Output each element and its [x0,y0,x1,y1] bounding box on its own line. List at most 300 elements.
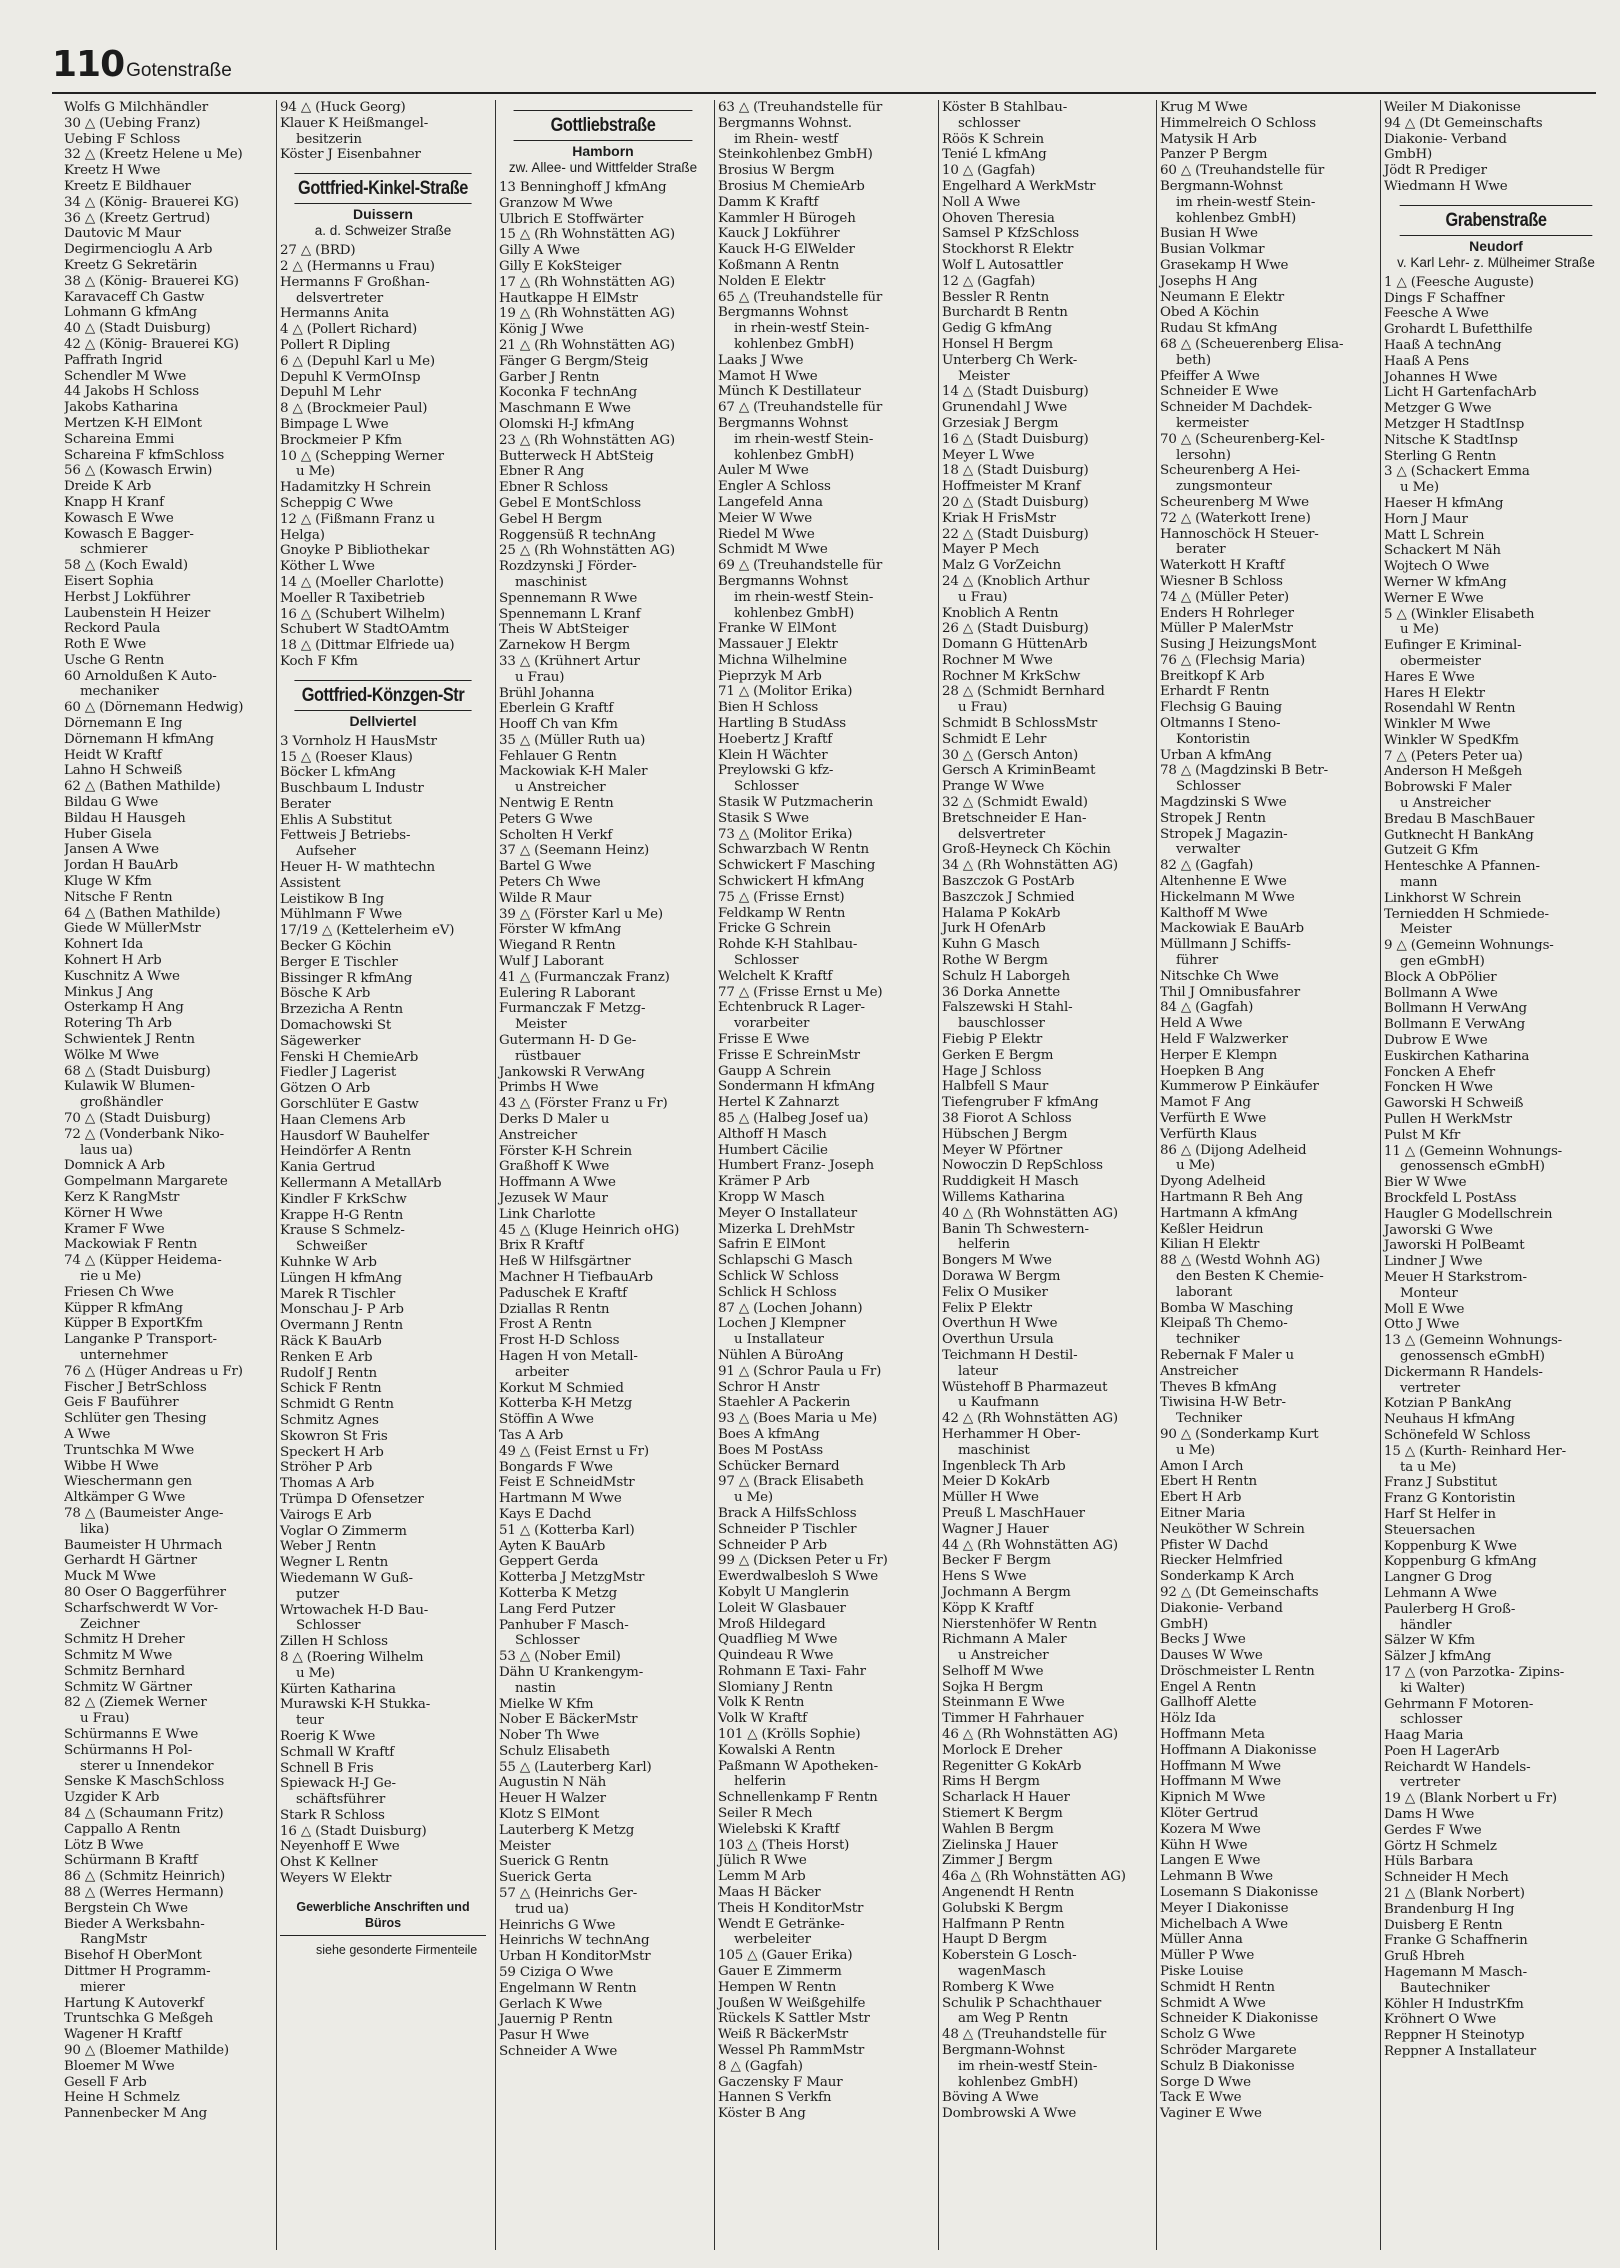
directory-entry: sterer u Innendekor [80,1758,214,1774]
directory-entry: 19 △ (Rh Wohnstätten AG) [499,306,675,322]
directory-entry: Suerick Gerta [499,1870,592,1886]
directory-entry: Schareina F kfmSchloss [64,447,225,463]
directory-entry: Zielinska J Hauer [942,1837,1058,1853]
directory-entry: Osterkamp H Ang [64,1000,184,1016]
directory-entry: Pulst M Kfr [1384,1127,1461,1143]
directory-entry: Zarnekow H Bergm [499,638,631,654]
directory-entry: Pfeiffer A Wwe [1160,368,1260,384]
directory-entry: Rims H Bergm [942,1774,1040,1790]
directory-entry: u Me) [296,464,335,480]
directory-entry: delsvertreter [296,290,384,306]
directory-entry: Röös K Schrein [942,131,1045,147]
directory-entry: Speckert H Arb [280,1444,384,1460]
directory-entry: Scharlack H Hauer [942,1790,1070,1806]
directory-entry: 32 △ (Kreetz Helene u Me) [64,147,243,163]
directory-entry: Panzer P Bergm [1160,147,1268,163]
directory-entry: 88 △ (Werres Hermann) [64,1885,224,1901]
directory-entry: Diakonie- Verband [1384,131,1507,147]
directory-entry: Scheurenberg M Wwe [1160,494,1309,510]
directory-entry: Thomas A Arb [280,1476,375,1492]
directory-entry: Nitschke Ch Wwe [1160,968,1279,984]
note-text: siehe gesonderte Firmenteile [316,1942,478,1957]
directory-entry: Hooff Ch van Kfm [499,717,618,733]
directory-entry: 13 △ (Gemeinn Wohnungs- [1384,1333,1563,1349]
directory-entry: Johannes H Wwe [1384,369,1498,385]
directory-entry: 76 △ (Flechsig Maria) [1160,652,1306,668]
directory-entry: Ewerdwalbesloh S Wwe [718,1569,879,1585]
directory-entry: 21 △ (Blank Norbert) [1384,1886,1525,1902]
directory-entry: Räck K BauArb [280,1333,382,1349]
directory-entry: Nühlen A BüroAng [718,1347,844,1363]
directory-entry: Ströher P Arb [280,1460,373,1476]
directory-entry: Gersch A KriminBeamt [942,763,1096,779]
directory-entry: Kreetz H Wwe [64,163,161,179]
directory-entry: Theves B kfmAng [1160,1379,1277,1395]
district-name: Duissern [353,206,413,223]
directory-entry: Sägewerker [280,1033,361,1049]
directory-entry: Gerlach K Wwe [499,1996,603,2012]
directory-entry: Rohde K-H Stahlbau- [718,937,858,953]
directory-entry: Kammler H Bürogeh [718,210,856,226]
directory-entry: u Me) [1400,480,1439,496]
directory-columns [64,100,1604,2250]
directory-entry: Jurk H OfenArb [942,921,1046,937]
directory-entry: Kluge W Kfm [64,874,152,890]
directory-entry: Helga) [280,527,325,543]
directory-entry: Lüngen H kfmAng [280,1270,402,1286]
directory-entry: Hertel K Zahnarzt [718,1095,839,1111]
directory-entry: Böving A Wwe [942,2090,1039,2106]
directory-entry: Kohnert Ida [64,937,144,953]
directory-entry: Olomski H-J kfmAng [499,416,635,432]
directory-entry: Bloemer M Wwe [64,2058,175,2074]
directory-entry: Pieprzyk M Arb [718,668,822,684]
directory-entry: Buschbaum L Industr [280,781,424,797]
directory-entry: Techniker [1176,1411,1242,1427]
directory-entry: obermeister [1400,653,1481,669]
directory-entry: Kotterba K-H Metzg [499,1396,633,1412]
directory-entry: Kreetz E Bildhauer [64,178,191,194]
directory-entry: Graßhoff K Wwe [499,1159,610,1175]
directory-entry: Berger E Tischler [280,954,398,970]
directory-entry: Ohst K Kellner [280,1855,378,1871]
directory-entry: Kropp W Masch [718,1189,825,1205]
directory-entry: Schlosser [734,779,799,795]
directory-entry: 80 Oser O Baggerführer [64,1584,226,1600]
directory-entry: Theis W AbtSteiger [499,622,629,638]
directory-entry: Teichmann H Destil- [942,1347,1078,1363]
directory-entry: Mertzen K-H ElMont [64,415,202,431]
directory-entry: Berater [280,796,331,812]
directory-entry: Neuhaus H kfmAng [1384,1412,1515,1428]
directory-entry: Bergmanns Wohnst [718,573,848,589]
directory-entry: Mayer P Mech [942,542,1040,558]
directory-entry: Halbfell S Maur [942,1079,1049,1095]
directory-entry: Korkut M Schmied [499,1380,624,1396]
directory-entry: 60 △ (Treuhandstelle für [1160,163,1325,179]
directory-entry: Haugler G Modellschrein [1384,1206,1553,1222]
directory-entry: Schlosser [1176,779,1241,795]
directory-entry: Karavaceff Ch Gastw [64,289,205,305]
directory-entry: 2 △ (Hermanns u Frau) [280,258,435,274]
directory-entry: 87 △ (Lochen Johann) [718,1300,863,1316]
directory-entry: Keßler Heidrun [1160,1221,1264,1237]
directory-entry: Grzesiak J Bergm [942,415,1059,431]
directory-entry: Rudolf J Rentn [280,1365,377,1381]
directory-entry: Weyers W Elektr [280,1871,392,1887]
directory-entry: Schneider K Diakonisse [1160,2011,1318,2027]
directory-entry: 18 △ (Stadt Duisburg) [942,463,1089,479]
directory-entry: 3 △ (Schackert Emma [1384,464,1530,480]
directory-entry: Becker F Bergm [942,1553,1051,1569]
directory-entry: Gerken E Bergm [942,1047,1054,1063]
directory-entry: rie u Me) [80,1268,142,1284]
directory-entry: 84 △ (Schaumann Fritz) [64,1806,224,1822]
directory-entry: u Frau) [958,700,1008,716]
directory-entry: Meister [1400,922,1452,938]
directory-entry: u Me) [1176,1442,1215,1458]
directory-entry: Tenié L kfmAng [942,147,1047,163]
directory-entry: Linkhorst W Schrein [1384,890,1522,906]
directory-entry: Paffrath Ingrid [64,352,163,368]
directory-entry: Meyer I Diakonisse [1160,1900,1289,1916]
street-heading [280,173,486,239]
directory-entry: u Anstreicher [515,780,606,796]
directory-entry: Wiesner B Schloss [1160,573,1283,589]
directory-entry: Hausdorf W Bauhelfer [280,1128,429,1144]
directory-entry: 10 △ (Schepping Werner [280,448,444,464]
directory-entry: Scheurenberg A Hei- [1160,463,1301,479]
directory-entry: 77 △ (Frisse Ernst u Me) [718,984,883,1000]
directory-entry: beth) [1176,352,1211,368]
directory-entry: Renken E Arb [280,1349,373,1365]
directory-entry: Minkus J Ang [64,984,154,1000]
directory-entry: 103 △ (Theis Horst) [718,1837,850,1853]
directory-entry: Enders H Rohrleger [1160,605,1294,621]
directory-entry: Meister [499,1838,551,1854]
directory-entry: Dorawa W Bergm [942,1268,1061,1284]
directory-entry: Gilly A Wwe [499,243,580,259]
directory-entry: Jakobs Katharina [64,400,179,416]
directory-entry: Engel A Rentn [1160,1679,1257,1695]
directory-entry: 46 △ (Rh Wohnstätten AG) [942,1727,1118,1743]
directory-entry: A Wwe [64,1426,111,1442]
directory-entry: 14 △ (Moeller Charlotte) [280,574,444,590]
directory-entry: Mackowiak K-H Maler [499,764,648,780]
directory-entry: Honsel H Bergm [942,336,1053,352]
directory-entry: helferin [734,1774,786,1790]
directory-entry: u Me) [296,1665,335,1681]
page-header [52,44,232,88]
directory-entry: Fänger G Bergm/Steig [499,353,649,369]
directory-entry: maschinist [515,574,587,590]
directory-entry: Spennemann L Kranf [499,606,641,622]
directory-entry: Lötz B Wwe [64,1837,144,1853]
directory-entry: in rhein-westf Stein- [734,321,870,337]
directory-entry: Monteur [1400,1285,1458,1301]
directory-entry: Banin Th Schwestern- [942,1221,1089,1237]
directory-entry: Furmanczak F Metzg- [499,1001,646,1017]
directory-entry: Altkämper G Wwe [64,1490,186,1506]
directory-entry: 16 △ (Schubert Wilhelm) [280,606,445,622]
directory-entry: Stöffin A Wwe [499,1412,594,1428]
directory-entry: Ingenbleck Th Arb [942,1458,1066,1474]
directory-entry: Pasur H Wwe [499,2028,589,2044]
directory-entry: Morlock E Dreher [942,1742,1063,1758]
directory-entry: Wüstehoff B Pharmazeut [942,1379,1108,1395]
directory-entry: 45 △ (Kluge Heinrich oHG) [499,1222,680,1238]
directory-entry: Felix P Elektr [942,1300,1032,1316]
directory-entry: Görtz H Schmelz [1384,1838,1497,1854]
directory-entry: ta u Me) [1400,1459,1457,1475]
directory-entry: vertreter [1400,1775,1460,1791]
directory-entry: Lehmann B Wwe [1160,1869,1273,1885]
directory-entry: schlosser [958,115,1021,131]
directory-entry: Derks D Maler u [499,1112,610,1128]
directory-entry: Hage J Schloss [942,1063,1042,1079]
directory-entry: 57 △ (Heinrichs Ger- [499,1886,638,1902]
directory-entry: Piske Louise [1160,1964,1244,1980]
directory-entry: Hübschen J Bergm [942,1126,1068,1142]
directory-entry: Wrtowachek H-D Bau- [280,1602,429,1618]
directory-entry: Bartel G Wwe [499,859,592,875]
directory-entry: Bimpage L Wwe [280,416,389,432]
directory-entry: Haupt D Bergm [942,1932,1047,1948]
directory-entry: Wibbe H Wwe [64,1458,159,1474]
directory-entry: Schmitz H Dreher [64,1632,185,1648]
directory-entry: Gesell F Arb [64,2074,147,2090]
directory-entry: Kays E Dachd [499,1506,592,1522]
directory-entry: Held F Walzwerker [1160,1032,1288,1048]
directory-entry: Fischer J BetrSchloss [64,1379,207,1395]
directory-entry: Nitsche K StadtInsp [1384,432,1518,448]
directory-entry: Poen H LagerArb [1384,1743,1500,1759]
directory-entry: Hautkappe H ElMstr [499,290,638,306]
directory-entry: 38 Fiorot A Schloss [942,1111,1072,1126]
column-1 [64,100,272,2250]
directory-entry: 40 △ (Rh Wohnstätten AG) [942,1205,1118,1221]
directory-entry: Mackowiak E BauArb [1160,921,1304,937]
directory-entry: Romberg K Wwe [942,1979,1055,1995]
directory-entry: Hölz Ida [1160,1711,1216,1727]
directory-entry: im Rhein- westf [734,131,838,147]
directory-entry: Tiefengruber F kfmAng [942,1095,1099,1111]
directory-entry: Verfürth E Wwe [1160,1111,1267,1126]
directory-entry: Weiler M Diakonisse [1384,100,1521,115]
directory-entry: Franke G Schaffnerin [1384,1933,1528,1949]
directory-entry: Müllmann J Schiffs- [1160,937,1291,953]
directory-entry: Halfmann P Rentn [942,1916,1065,1932]
directory-entry: Dörnemann E Ing [64,716,183,732]
directory-entry: ki Walter) [1400,1680,1465,1696]
directory-entry: wagenMasch [958,1964,1046,1980]
directory-entry: 94 △ (Huck Georg) [280,100,406,115]
header-rule [52,92,1596,94]
directory-entry: Bergstein Ch Wwe [64,1900,188,1916]
directory-entry: Bildau G Wwe [64,795,159,811]
directory-entry: Skowron St Fris [280,1428,388,1444]
directory-entry: Losemann S Diakonisse [1160,1885,1318,1901]
directory-entry: 73 △ (Molitor Erika) [718,826,853,842]
directory-entry: 56 △ (Kowasch Erwin) [64,463,213,479]
directory-entry: Schnellenkamp F Rentn [718,1790,878,1806]
directory-entry: Kotterba J MetzgMstr [499,1570,645,1586]
directory-entry: 41 △ (Furmanczak Franz) [499,969,670,985]
directory-entry: Koconka F technAng [499,385,638,401]
directory-entry: Groß-Heyneck Ch Köchin [942,842,1111,858]
directory-entry: Schneider H Mech [1384,1870,1509,1886]
directory-entry: 74 △ (Müller Peter) [1160,589,1289,605]
directory-entry: Schweißer [296,1239,367,1255]
directory-entry: Schneider A Wwe [499,2044,618,2060]
directory-entry: am Weg P Rentn [958,2011,1069,2027]
directory-entry: Schneider P Tischler [718,1521,857,1537]
directory-entry: 4 △ (Pollert Richard) [280,322,418,338]
directory-entry: 78 △ (Baumeister Ange- [64,1505,224,1521]
directory-entry: Schönefeld W Schloss [1384,1427,1531,1443]
directory-entry: Timmer H Fahrhauer [942,1711,1084,1727]
directory-entry: Köhler H IndustrKfm [1384,1996,1524,2012]
directory-entry: u Me) [1176,1158,1215,1174]
directory-entry: Preylowski G kfz- [718,763,834,779]
directory-entry: Brockfeld L PostAss [1384,1191,1517,1206]
directory-entry: Schnell B Fris [280,1760,374,1776]
directory-entry: 86 △ (Schmitz Heinrich) [64,1869,226,1885]
street-location: v. Karl Lehr- z. Mülheimer Straße [1397,254,1595,270]
directory-entry: Haaß A technAng [1384,337,1502,353]
directory-entry: Muck M Wwe [64,1569,156,1585]
directory-entry: Seiler R Mech [718,1806,813,1822]
directory-entry: Haan Clemens Arb [280,1112,406,1128]
directory-entry: Peters Ch Wwe [499,875,601,891]
directory-entry: Wiedemann W Guß- [280,1570,413,1586]
directory-entry: 92 △ (Dt Gemeinschafts [1160,1584,1319,1600]
directory-entry: Tiwisina H-W Betr- [1160,1395,1286,1411]
directory-entry: Meyer L Wwe [942,447,1035,463]
directory-entry: Jaworski G Wwe [1384,1222,1493,1238]
directory-entry: Bisehof H OberMont [64,1948,202,1964]
directory-entry: Hermanns Anita [280,306,389,322]
directory-entry: Staehler A Packerin [718,1395,851,1411]
directory-entry: Wendt E Getränke- [718,1916,845,1932]
directory-entry: Moeller R Taxibetrieb [280,590,425,606]
directory-entry: Mamot F Ang [1160,1095,1251,1111]
directory-entry: Körner H Wwe [64,1205,163,1221]
directory-entry: schmierer [80,542,148,558]
directory-entry: Gutzeit G Kfm [1384,843,1479,859]
directory-entry: 90 △ (Bloemer Mathilde) [64,2043,229,2059]
directory-entry: Kobylt U Manglerin [718,1584,850,1600]
directory-entry: Garber J Rentn [499,369,600,385]
directory-entry: Ebert H Rentn [1160,1474,1257,1490]
directory-entry: lika) [80,1521,110,1537]
directory-entry: Machner H TiefbauArb [499,1269,653,1285]
column-4 [714,100,934,2250]
directory-entry: Schlick W Schloss [718,1268,839,1284]
column-6 [1156,100,1374,2250]
directory-entry: Meister [958,368,1010,384]
directory-entry: Angenendt H Rentn [942,1885,1075,1901]
directory-entry: Schackert M Näh [1384,543,1501,559]
directory-entry: u Frau) [515,669,565,685]
directory-entry: Dickermann R Handels- [1384,1364,1543,1380]
directory-entry: Hagen H von Metall- [499,1348,638,1364]
directory-entry: Eitner Maria [1160,1505,1246,1521]
directory-entry: Heindörfer A Rentn [280,1144,411,1160]
directory-entry: Müller H Wwe [942,1490,1039,1506]
directory-entry: Köster J Eisenbahner [280,147,421,163]
directory-entry: Jochmann A Bergm [942,1584,1071,1600]
directory-entry: Stasik W Putzmacherin [718,795,874,811]
directory-entry: Grasekamp H Wwe [1160,257,1289,273]
directory-entry: Feldkamp W Rentn [718,905,846,921]
directory-entry: Kürten Katharina [280,1681,396,1697]
directory-entry: Koberstein G Losch- [942,1948,1077,1964]
directory-entry: Hoffmann M Wwe [1160,1758,1281,1774]
directory-entry: 14 △ (Stadt Duisburg) [942,384,1089,400]
directory-entry: Prange W Wwe [942,779,1045,795]
directory-entry: Brühl Johanna [499,685,595,701]
directory-entry: großhändler [80,1095,163,1111]
directory-entry: 67 △ (Treuhandstelle für [718,400,883,416]
directory-entry: führer [1176,953,1219,969]
directory-entry: Uzgider K Arb [64,1790,160,1806]
directory-entry: Müller Anna [1160,1932,1243,1948]
directory-entry: Leistikow B Ing [280,891,384,907]
directory-entry: 21 △ (Rh Wohnstätten AG) [499,337,675,353]
directory-entry: Foncken A Ehefr [1384,1064,1496,1080]
directory-entry: Mielke W Kfm [499,1696,594,1712]
directory-entry: Dombrowski A Wwe [942,2106,1077,2122]
directory-entry: Eulering R Laborant [499,985,636,1001]
directory-entry: laus ua) [80,1142,133,1158]
directory-entry: Dubrow E Wwe [1384,1033,1488,1049]
directory-entry: Golubski K Bergm [942,1900,1064,1916]
directory-entry: Heß W Hilfsgärtner [499,1254,631,1270]
directory-entry: Schmitz W Gärtner [64,1679,192,1695]
directory-entry: Wulf J Laborant [499,954,604,970]
directory-entry: Schulz B Diakonisse [1160,2058,1295,2074]
commercial-addresses-note [280,1899,486,1958]
directory-entry: Susing J HeizungsMont [1160,637,1317,653]
directory-entry: Langanke P Transport- [64,1332,217,1348]
directory-entry: Massauer J Elektr [718,637,838,653]
directory-entry: zungsmonteur [1176,479,1272,495]
directory-entry: König J Wwe [499,322,584,338]
directory-entry: Schlapschi G Masch [718,1253,853,1269]
directory-entry: Kontoristin [1176,731,1250,747]
directory-entry: Thil J Omnibusfahrer [1160,984,1300,1000]
directory-entry: Pollert R Dipling [280,337,391,353]
directory-entry: vertreter [1400,1380,1460,1396]
directory-entry: Humbert Franz- Joseph [718,1158,874,1174]
directory-entry: Stockhorst R Elektr [942,242,1074,258]
directory-entry: Metzger H StadtInsp [1384,416,1525,432]
directory-entry: Maschmann E Wwe [499,401,631,417]
directory-entry: Meister [515,1017,567,1033]
directory-entry: Maas H Bäcker [718,1885,821,1901]
directory-entry: maschinist [958,1442,1030,1458]
directory-entry: werbeleiter [734,1932,811,1948]
directory-entry: Mizerka L DrehMstr [718,1221,855,1237]
directory-entry: Wölke M Wwe [64,1047,159,1063]
directory-entry: Malz G VorZeichn [942,558,1062,574]
directory-entry: Schwarzbach W Rentn [718,842,869,858]
directory-entry: 51 △ (Kotterba Karl) [499,1522,635,1538]
directory-entry: Bongards F Wwe [499,1459,613,1475]
directory-entry: Eisert Sophia [64,573,154,589]
directory-entry: kohlenbez GmbH) [734,605,855,621]
